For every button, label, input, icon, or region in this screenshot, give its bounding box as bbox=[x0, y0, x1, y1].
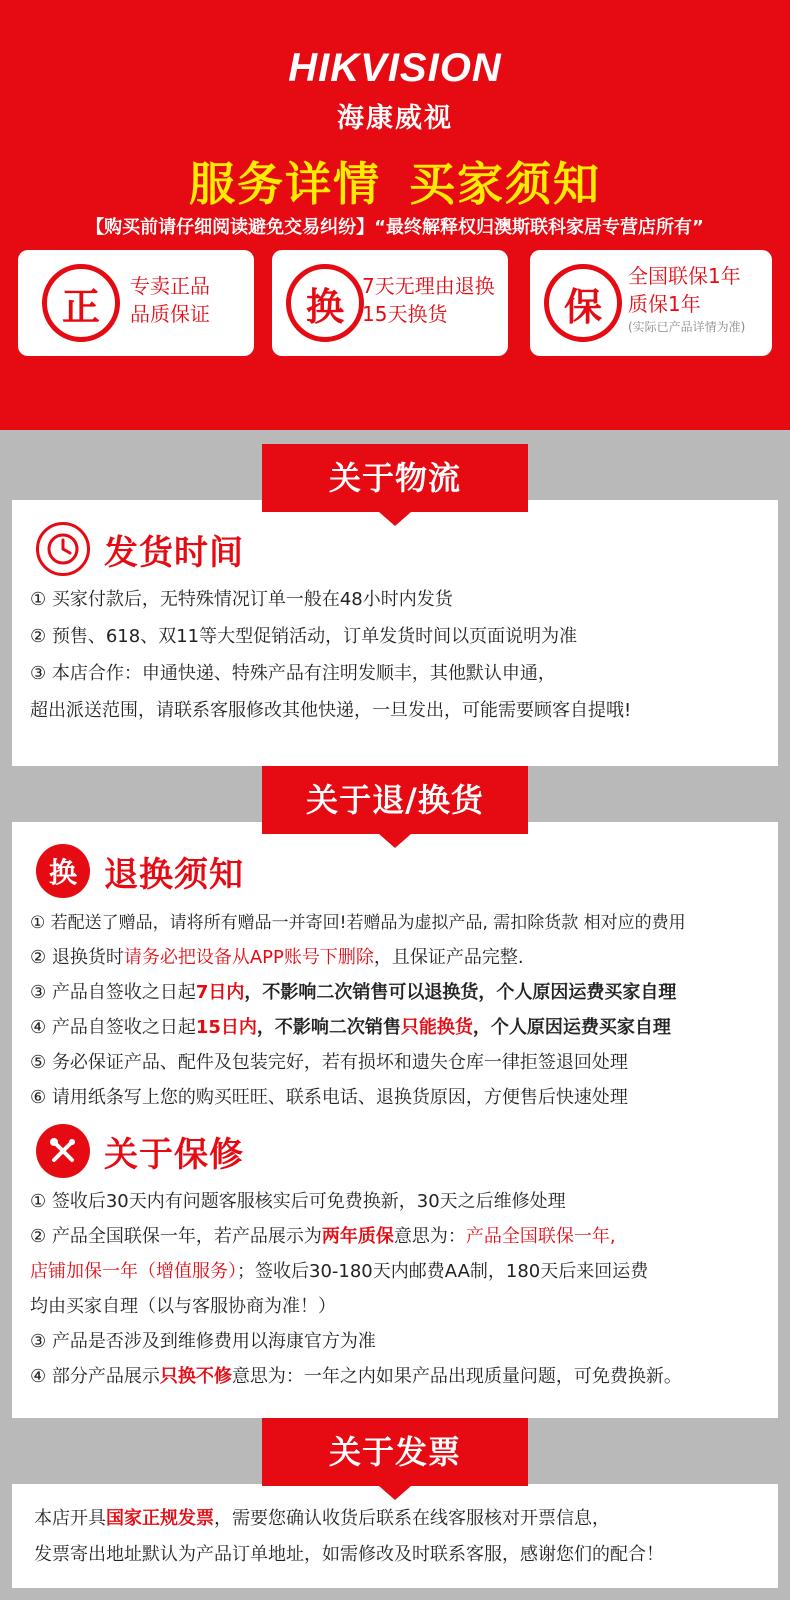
warranty-icon: 保 bbox=[544, 264, 622, 342]
exchange-icon: 换 bbox=[286, 264, 364, 342]
warranty-line bbox=[30, 1362, 682, 1388]
brand-logo-en: HIKVISION bbox=[288, 46, 502, 90]
line-text: ② 产品全国联保一年，若产品展示为 bbox=[30, 1226, 322, 1247]
warranty-line bbox=[30, 1222, 616, 1248]
tab-returns: 关于退/换货 bbox=[262, 766, 528, 834]
badge-line: 全国联保1年 bbox=[628, 264, 741, 288]
return-line: ⑤ 务必保证产品、配件及包装完好，若有损坏和遗失仓库一律拒签退回处理 bbox=[30, 1052, 628, 1073]
genuine-icon: 正 bbox=[42, 264, 120, 342]
logistics-line: ③ 本店合作：申通快递、特殊产品有注明发顺丰，其他默认申通， bbox=[30, 663, 556, 684]
warranty-heading bbox=[36, 1124, 244, 1178]
header-notice: 【购买前请仔细阅读避免交易纠纷】“最终解释权归澳斯联科家居专营店所有” bbox=[86, 217, 704, 238]
badge-line: 7天无理由退换 bbox=[362, 274, 495, 298]
tab-logistics: 关于物流 bbox=[262, 444, 528, 512]
highlight-text: 国家正规发票 bbox=[106, 1508, 214, 1529]
warranty-line: ③ 产品是否涉及到维修费用以海康官方为准 bbox=[30, 1331, 376, 1352]
warranty-title: 关于保修 bbox=[104, 1134, 244, 1175]
tools-icon bbox=[36, 1124, 90, 1178]
line-text: 意思为：一年之内如果产品出现质量问题，可免费换新。 bbox=[231, 1366, 682, 1387]
logistics-panel bbox=[12, 500, 778, 766]
line-text: 本店开具 bbox=[34, 1508, 106, 1529]
return-line: ⑥ 请用纸条写上您的购买旺旺、联系电话、退换货原因，方便售后快速处理 bbox=[30, 1087, 628, 1108]
highlight-text: 店铺加保一年（增值服务） bbox=[30, 1261, 237, 1282]
line-text: ；签收后30-180天内邮费AA制，180天后来回运费 bbox=[237, 1261, 649, 1282]
highlight-text: 只换不修 bbox=[159, 1366, 232, 1387]
page-title bbox=[0, 148, 790, 214]
line-text: ，且保证产品完整. bbox=[373, 947, 524, 968]
line-text: ③ 产品自签收之日起 bbox=[30, 982, 196, 1003]
badge-exchange-text bbox=[362, 272, 495, 328]
highlight-text: 只能换货 bbox=[400, 1017, 473, 1038]
badge-warranty bbox=[530, 250, 772, 356]
badge-genuine bbox=[18, 250, 254, 356]
invoice-line: 发票寄出地址默认为产品订单地址，如需修改及时联系客服，感谢您们的配合！ bbox=[34, 1544, 664, 1565]
badge-exchange bbox=[272, 250, 508, 356]
highlight-text: 请务必把设备从APP账号下删除 bbox=[123, 947, 374, 968]
badge-line: 质保1年 bbox=[628, 292, 701, 316]
title-service-details: 服务详情 bbox=[189, 157, 381, 211]
badge-genuine-text bbox=[130, 272, 210, 328]
title-buyer-notice: 买家须知 bbox=[409, 157, 601, 211]
highlight-text: 7日内 bbox=[195, 982, 245, 1003]
badge-line: 品质保证 bbox=[130, 302, 210, 326]
return-line: ① 若配送了赠品，请将所有赠品一并寄回!若赠品为虚拟产品, 需扣除货款 相对应的费用 bbox=[30, 913, 686, 933]
return-notice-heading bbox=[36, 844, 244, 898]
logistics-line: ① 买家付款后，无特殊情况订单一般在48小时内发货 bbox=[30, 589, 453, 610]
highlight-text: 两年质保 bbox=[321, 1226, 394, 1247]
warranty-line: ① 签收后30天内有问题客服核实后可免费换新，30天之后维修处理 bbox=[30, 1191, 566, 1212]
line-text: 意思为： bbox=[393, 1226, 466, 1247]
return-notice-title: 退换须知 bbox=[104, 854, 244, 895]
return-line bbox=[30, 1013, 671, 1039]
tab-invoice: 关于发票 bbox=[262, 1418, 528, 1486]
line-text: ，需要您确认收货后联系在线客服核对开票信息， bbox=[214, 1508, 610, 1529]
highlight-text: 产品全国联保一年, bbox=[465, 1226, 616, 1247]
warranty-line: 均由买家自理（以与客服协商为准！） bbox=[30, 1296, 336, 1317]
line-text: ④ 部分产品展示 bbox=[30, 1366, 160, 1387]
highlight-text: 15日内 bbox=[195, 1017, 257, 1038]
line-text: ② 退换货时 bbox=[30, 947, 124, 968]
badge-line: 15天换货 bbox=[362, 302, 448, 326]
logistics-line: 超出派送范围，请联系客服修改其他快递，一旦发出，可能需要顾客自提哦! bbox=[30, 700, 632, 721]
header-banner bbox=[0, 0, 790, 430]
return-line bbox=[30, 978, 676, 1004]
shipping-time-title: 发货时间 bbox=[104, 532, 244, 573]
badge-line: 专卖正品 bbox=[130, 274, 210, 298]
badge-note: (实际已产品详情为准) bbox=[628, 320, 746, 334]
exchange-icon: 换 bbox=[36, 844, 90, 898]
return-line bbox=[30, 943, 524, 969]
returns-panel bbox=[12, 822, 778, 1418]
line-text: ，不影响二次销售可以退换货，个人原因运费买家自理 bbox=[244, 982, 677, 1003]
line-text: ，不影响二次销售 bbox=[256, 1017, 401, 1038]
brand-logo-cn: 海康威视 bbox=[337, 103, 453, 134]
line-text: ④ 产品自签收之日起 bbox=[30, 1017, 196, 1038]
badge-warranty-text bbox=[628, 262, 745, 336]
invoice-line bbox=[34, 1504, 610, 1530]
shipping-time-heading bbox=[36, 522, 244, 576]
warranty-line bbox=[30, 1257, 648, 1283]
logistics-line: ② 预售、618、双11等大型促销活动，订单发货时间以页面说明为准 bbox=[30, 626, 578, 647]
clock-icon bbox=[36, 522, 90, 576]
line-text: ，个人原因运费买家自理 bbox=[472, 1017, 671, 1038]
